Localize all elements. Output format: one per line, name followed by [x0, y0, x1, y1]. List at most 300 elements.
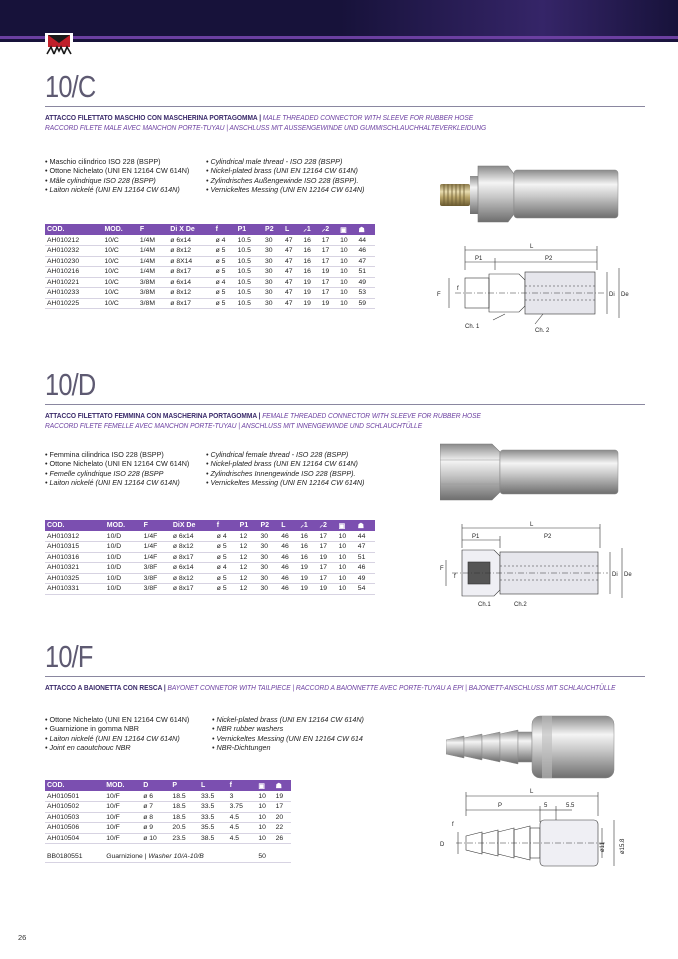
- table-cell: 47: [283, 246, 301, 257]
- feature-item: • NBR rubber washers: [212, 724, 284, 734]
- dim-De: De: [621, 292, 629, 298]
- table-header-cell: L: [283, 224, 301, 235]
- table-cell: 10/F: [104, 823, 141, 834]
- dim-d15-8: ø15.8: [620, 838, 626, 854]
- table-header-cell: ▣: [256, 780, 273, 791]
- table-header-cell: COD.: [45, 780, 104, 791]
- table-cell: 47: [283, 256, 301, 267]
- table-cell: 10.5: [236, 277, 263, 288]
- feature-item: • Zylindrisches Außengewinde ISO 228 (BSPP).: [206, 175, 359, 185]
- table-cell: 12: [238, 573, 259, 584]
- desc-text-italic: BAYONET CONNETOR WITH TAILPIECE | RACCORD A BAIONNETTE AVEC PORTE-TUYAU A EPI | BAJONETT-ANSCHLUSS MIT SCHLAUCHTÜLLE: [167, 683, 616, 692]
- feature-item: • Nickel-plated brass (UNI EN 12164 CW 614N): [206, 459, 358, 469]
- table-cell: 3/8F: [142, 573, 171, 584]
- table-header-cell: F: [142, 520, 171, 531]
- table-cell: 10.5: [236, 288, 263, 299]
- table-cell: 10: [256, 791, 273, 802]
- table-cell: 10.5: [236, 256, 263, 267]
- table-spacer-cell: [45, 844, 291, 852]
- table-cell: ø 5: [214, 298, 236, 309]
- table-cell: 46: [279, 584, 298, 595]
- table-spacer: [45, 844, 291, 852]
- table-cell: 10/C: [102, 267, 137, 278]
- table-cell: AH010232: [45, 246, 102, 257]
- section-description: [45, 683, 616, 693]
- table-header-cell: P2: [258, 520, 279, 531]
- table-cell: 38.5: [199, 833, 228, 844]
- table-cell: 16: [301, 235, 319, 246]
- table-cell: ø 8X14: [168, 256, 213, 267]
- table-cell: 22: [274, 823, 291, 834]
- table-header-cell: ☗: [356, 520, 375, 531]
- table-cell: 51: [357, 267, 376, 278]
- table-row: [45, 833, 291, 844]
- table-cell: 30: [263, 235, 283, 246]
- table-cell: 51: [356, 552, 375, 563]
- table-cell: 12: [238, 531, 259, 542]
- table-cell: 1/4F: [142, 542, 171, 553]
- table-header-cell: f: [215, 520, 238, 531]
- table-cell: 17: [274, 802, 291, 813]
- table-cell: 30: [258, 531, 279, 542]
- feature-item: • Nickel-plated brass (UNI EN 12164 CW 614N): [212, 715, 364, 724]
- desc-text-italic: FEMALE THREADED CONNECTOR WITH SLEEVE FOR RUBBER HOSE: [262, 411, 481, 420]
- table-cell: 12: [238, 542, 259, 553]
- technical-drawing-10d: [440, 520, 636, 612]
- table-cell: 30: [258, 584, 279, 595]
- section-10f: [45, 640, 645, 693]
- feature-item: • Laiton nickelé (UNI EN 12164 CW 614N): [45, 185, 180, 195]
- desc-text-italic: RACCORD FILETE MALE AVEC MANCHON PORTE-TUYAU | ANSCHLUSS MIT AUSSENGEWINDE UND GUMMISCHLAUCHHALTEVERKLEIDUNG: [45, 122, 487, 132]
- dim-F: F: [440, 566, 444, 572]
- table-cell: 3/8F: [142, 563, 171, 574]
- section-title: 10/D: [45, 367, 96, 402]
- dim-L: L: [530, 789, 534, 795]
- dim-P2: P2: [545, 256, 553, 262]
- dim-Di: Di: [612, 572, 618, 578]
- table-cell: 16: [298, 542, 317, 553]
- spec-table-10c: [45, 224, 375, 309]
- feature-item: • Zylindrisches Innengewinde ISO 228 (BSPP).: [206, 468, 356, 478]
- dim-5: 5: [544, 803, 548, 809]
- table-header-cell: f: [228, 780, 257, 791]
- table-cell: 19: [298, 563, 317, 574]
- table-cell: 3/8M: [138, 288, 168, 299]
- technical-drawing-10c: [435, 240, 635, 336]
- feature-item: • Laiton nickelé (UNI EN 12164 CW 614N): [45, 478, 180, 488]
- dim-De: De: [624, 572, 632, 578]
- table-cell: 3/8M: [138, 277, 168, 288]
- table-cell: ø 4: [214, 235, 236, 246]
- section-10d: [45, 368, 645, 430]
- table-row: [45, 563, 375, 574]
- banner-stripe: [0, 36, 678, 39]
- table-header-cell: COD.: [45, 520, 105, 531]
- dim-f: f: [457, 286, 459, 292]
- table-row: [45, 823, 291, 834]
- table-header-cell: ☗: [274, 780, 291, 791]
- table-cell: 10/C: [102, 277, 137, 288]
- table-cell: ø 5: [215, 573, 238, 584]
- table-header-cell: L: [199, 780, 228, 791]
- table-cell: 10/C: [102, 298, 137, 309]
- table-cell: ø 5: [215, 552, 238, 563]
- table-cell: ø 6x14: [171, 563, 215, 574]
- table-cell: 10/F: [104, 812, 141, 823]
- table-cell: 4.5: [228, 823, 257, 834]
- washer-desc: Guarnizione |: [106, 853, 149, 860]
- table-cell: 10: [338, 267, 356, 278]
- table-row: [45, 298, 375, 309]
- table-cell: ø 6x14: [171, 531, 215, 542]
- table-cell: 46: [279, 573, 298, 584]
- dim-P1: P1: [475, 256, 483, 262]
- table-cell: 19: [318, 552, 337, 563]
- table-cell: 18.5: [170, 791, 199, 802]
- feature-item: • Ottone Nichelato (UNI EN 12164 CW 614N): [45, 459, 190, 469]
- table-cell: ø 6x14: [168, 277, 213, 288]
- table-cell: 47: [283, 267, 301, 278]
- table-cell: 10: [256, 802, 273, 813]
- table-cell: 30: [263, 277, 283, 288]
- table-cell: 10: [338, 277, 356, 288]
- dim-D: D: [440, 842, 445, 848]
- section-description: [45, 113, 597, 132]
- table-cell: 30: [263, 246, 283, 257]
- table-cell: ø 8x12: [171, 542, 215, 553]
- table-cell: 10: [256, 833, 273, 844]
- feature-item: • Guarnizione in gomma NBR: [45, 724, 139, 734]
- table-row-washer: [45, 852, 291, 863]
- feature-item: • Femmina cilindrica ISO 228 (BSPP): [45, 450, 164, 459]
- table-cell: 30: [263, 288, 283, 299]
- table-cell: 20: [274, 812, 291, 823]
- table-cell: 10.5: [236, 267, 263, 278]
- table-cell: ø 8x17: [171, 584, 215, 595]
- table-header-cell: ▣: [337, 520, 356, 531]
- table-cell: ø 8x12: [168, 246, 213, 257]
- table-row: [45, 246, 375, 257]
- table-cell: ø 4: [214, 277, 236, 288]
- table-cell: 3/8M: [138, 298, 168, 309]
- table-header-cell: DiX De: [171, 520, 215, 531]
- feature-item: • Mâle cylindrique ISO 228 (BSPP): [45, 175, 156, 185]
- table-cell: ø 8x17: [171, 552, 215, 563]
- table-cell: AH010225: [45, 298, 102, 309]
- table-cell: 49: [356, 573, 375, 584]
- table-cell: 19: [318, 584, 337, 595]
- table-cell: 10: [338, 246, 356, 257]
- feature-item: • Femelle cylindrique ISO 228 (BSPP: [45, 468, 164, 478]
- table-cell: 46: [279, 542, 298, 553]
- table-cell: 10/D: [105, 531, 142, 542]
- table-header-cell: P2: [263, 224, 283, 235]
- table-cell: ø 9: [141, 823, 170, 834]
- table-cell: 3.75: [228, 802, 257, 813]
- table-cell: 12: [238, 584, 259, 595]
- feature-item: • Ottone Nichelato (UNI EN 12164 CW 614N): [45, 166, 190, 176]
- table-cell: 3/8F: [142, 584, 171, 595]
- dim-P: P: [498, 803, 503, 809]
- table-cell: AH010315: [45, 542, 105, 553]
- table-cell: 30: [258, 552, 279, 563]
- table-header-cell: MOD.: [104, 780, 141, 791]
- features-right: [206, 157, 364, 195]
- table-header-cell: COD.: [45, 224, 102, 235]
- table-cell: 10: [337, 563, 356, 574]
- table-cell: 20.5: [170, 823, 199, 834]
- table-header-cell: Di X De: [168, 224, 213, 235]
- section-rule: [45, 404, 645, 405]
- table-cell: 10/F: [104, 802, 141, 813]
- table-cell: AH010316: [45, 552, 105, 563]
- dim-L: L: [530, 522, 534, 528]
- table-header-cell: MOD.: [105, 520, 142, 531]
- feature-item: • Nickel-plated brass (UNI EN 12164 CW 614N): [206, 166, 358, 176]
- table-cell: AH010230: [45, 256, 102, 267]
- dim-f: f: [454, 574, 456, 580]
- table-header-cell: D: [141, 780, 170, 791]
- table-header-cell: P1: [238, 520, 259, 531]
- table-cell: 10: [337, 573, 356, 584]
- desc-text: ATTACCO FILETTATO MASCHIO CON MASCHERINA PORTAGOMMA |: [45, 113, 263, 122]
- table-cell: 19: [274, 791, 291, 802]
- table-cell: 46: [356, 563, 375, 574]
- product-photo-10c: [440, 160, 620, 228]
- table-header-row: [45, 224, 375, 235]
- table-cell: AH010325: [45, 573, 105, 584]
- table-cell: 54: [356, 584, 375, 595]
- table-row: [45, 531, 375, 542]
- table-cell: ø 5: [214, 256, 236, 267]
- table-cell: 17: [320, 256, 338, 267]
- dim-P2: P2: [544, 534, 552, 540]
- feature-item: • Ottone Nichelato (UNI EN 12164 CW 614N): [45, 715, 190, 724]
- table-cell: ø 6x14: [168, 235, 213, 246]
- table-header-cell: f: [214, 224, 236, 235]
- table-cell: 10/D: [105, 584, 142, 595]
- table-header-cell: P: [170, 780, 199, 791]
- table-cell: 1/4M: [138, 256, 168, 267]
- table-cell: 10/D: [105, 542, 142, 553]
- table-cell: AH010216: [45, 267, 102, 278]
- table-row: [45, 812, 291, 823]
- dim-F: F: [437, 292, 441, 298]
- table-row: [45, 288, 375, 299]
- table-cell: 10: [337, 584, 356, 595]
- table-cell: AH010506: [45, 823, 104, 834]
- product-photo-10f: [446, 712, 616, 782]
- table-cell: 30: [263, 267, 283, 278]
- table-row: [45, 267, 375, 278]
- feature-item: • NBR-Dichtungen: [212, 743, 271, 753]
- table-row: [45, 235, 375, 246]
- brand-logo: [45, 33, 73, 55]
- table-cell: 16: [301, 267, 319, 278]
- table-cell: 33.5: [199, 802, 228, 813]
- table-cell: ø 5: [215, 584, 238, 595]
- table-cell: 46: [279, 531, 298, 542]
- table-cell: 19: [320, 298, 338, 309]
- table-cell: 44: [356, 531, 375, 542]
- dim-f: f: [452, 822, 454, 828]
- table-cell: AH010331: [45, 584, 105, 595]
- table-cell: 19: [298, 584, 317, 595]
- table-cell: 16: [301, 246, 319, 257]
- table-cell: 59: [357, 298, 376, 309]
- table-row: [45, 573, 375, 584]
- table-cell: ø 7: [141, 802, 170, 813]
- table-cell: 16: [301, 256, 319, 267]
- feature-item: • Vernickeltes Messing (UNI EN 12164 CW 614: [212, 733, 363, 743]
- table-cell: 10: [338, 288, 356, 299]
- dim-P1: P1: [472, 534, 480, 540]
- washer-desc-italic: Washer 10/A-10/B: [148, 853, 204, 860]
- features-left: [45, 715, 189, 753]
- table-cell: BB0180551: [45, 852, 104, 863]
- table-cell: 12: [238, 563, 259, 574]
- table-cell: 12: [238, 552, 259, 563]
- table-cell: 33.5: [199, 791, 228, 802]
- table-cell: ø 5: [214, 246, 236, 257]
- table-cell: 16: [298, 552, 317, 563]
- table-cell: 10/F: [104, 791, 141, 802]
- table-cell: ø 8: [141, 812, 170, 823]
- table-cell: 47: [357, 256, 376, 267]
- table-cell: 18.5: [170, 812, 199, 823]
- features-left: [45, 157, 189, 195]
- table-header-row: [45, 520, 375, 531]
- table-cell: 53: [357, 288, 376, 299]
- table-cell: 30: [258, 573, 279, 584]
- table-cell: AH010502: [45, 802, 104, 813]
- table-header-cell: P1: [236, 224, 263, 235]
- table-cell: ø 5: [214, 288, 236, 299]
- feature-item: • Vernickeltes Messing (UNI EN 12164 CW 614N): [206, 185, 365, 195]
- table-cell: 10/C: [102, 235, 137, 246]
- table-header-cell: L: [279, 520, 298, 531]
- table-cell: 10/D: [105, 563, 142, 574]
- table-cell: 47: [356, 542, 375, 553]
- section-rule: [45, 106, 645, 107]
- feature-item: • Cylindrical male thread - ISO 228 (BSPP): [206, 157, 343, 166]
- table-cell: 4.5: [228, 833, 257, 844]
- table-cell: 18.5: [170, 802, 199, 813]
- table-cell: 19: [301, 277, 319, 288]
- table-cell: AH010312: [45, 531, 105, 542]
- table-cell: ø 5: [214, 267, 236, 278]
- table-cell: 46: [279, 563, 298, 574]
- table-header-row: [45, 780, 291, 791]
- table-cell: 17: [318, 573, 337, 584]
- table-header-cell: ⸝1: [298, 520, 317, 531]
- dim-Di: Di: [609, 292, 615, 298]
- table-row: [45, 584, 375, 595]
- table-cell: 10/C: [102, 246, 137, 257]
- dim-Ch2: Ch. 2: [535, 328, 550, 334]
- spec-table-10f: [45, 780, 291, 863]
- features-left: [45, 450, 189, 488]
- table-cell: 10/F: [104, 833, 141, 844]
- table-cell: 17: [318, 531, 337, 542]
- table-cell: 35.5: [199, 823, 228, 834]
- table-cell: 10/C: [102, 288, 137, 299]
- table-cell: 10: [338, 256, 356, 267]
- table-cell: 30: [258, 542, 279, 553]
- table-cell: 10.5: [236, 246, 263, 257]
- table-cell: 33.5: [199, 812, 228, 823]
- table-cell: 19: [301, 298, 319, 309]
- table-cell: 47: [283, 277, 301, 288]
- table-cell: 1/4F: [142, 552, 171, 563]
- page-number: 26: [18, 933, 27, 942]
- table-cell: ø 4: [215, 563, 238, 574]
- dim-Ch1: Ch. 1: [465, 324, 480, 330]
- dim-5-5: 5.5: [566, 803, 575, 809]
- table-cell: 50: [256, 852, 291, 863]
- table-header-cell: ⸝2: [318, 520, 337, 531]
- product-photo-10d: [440, 440, 620, 502]
- table-cell: AH010321: [45, 563, 105, 574]
- table-cell: 17: [320, 235, 338, 246]
- feature-item: • Joint en caoutchouc NBR: [45, 743, 131, 753]
- table-cell: 30: [263, 256, 283, 267]
- table-cell: 17: [320, 277, 338, 288]
- section-title: 10/C: [45, 69, 96, 104]
- dim-Ch1: Ch.1: [478, 602, 491, 608]
- table-cell: 1/4M: [138, 235, 168, 246]
- table-cell: ø 10: [141, 833, 170, 844]
- table-row: [45, 542, 375, 553]
- spec-table-10d: [45, 520, 375, 595]
- table-cell: 17: [320, 246, 338, 257]
- table-cell: ø 8x12: [168, 288, 213, 299]
- table-cell: 19: [298, 573, 317, 584]
- table-cell: 17: [318, 542, 337, 553]
- desc-text: ATTACCO FILETTATO FEMMINA CON MASCHERINA PORTAGOMMA |: [45, 411, 263, 420]
- dim-L: L: [530, 244, 534, 250]
- desc-text-italic: MALE THREADED CONNECTOR WITH SLEEVE FOR RUBBER HOSE: [262, 113, 474, 122]
- table-cell: ø 5: [215, 542, 238, 553]
- table-cell: 10: [338, 235, 356, 246]
- table-cell: 10/D: [105, 573, 142, 584]
- table-cell: 46: [357, 246, 376, 257]
- table-cell: ø 6: [141, 791, 170, 802]
- table-header-cell: MOD.: [102, 224, 137, 235]
- top-banner: [0, 0, 678, 42]
- table-cell: 10.5: [236, 298, 263, 309]
- table-cell: 47: [283, 288, 301, 299]
- table-cell: 10/D: [105, 552, 142, 563]
- table-cell: 47: [283, 298, 301, 309]
- table-cell: ø 8x12: [171, 573, 215, 584]
- table-cell: 10.5: [236, 235, 263, 246]
- table-cell: 17: [320, 288, 338, 299]
- table-cell: AH010501: [45, 791, 104, 802]
- feature-item: • Cylindrical female thread - ISO 228 (BSPP): [206, 450, 349, 459]
- table-cell: 10: [256, 812, 273, 823]
- table-cell: 1/4M: [138, 246, 168, 257]
- table-cell: 19: [301, 288, 319, 299]
- table-header-cell: F: [138, 224, 168, 235]
- table-header-cell: ⸝2: [320, 224, 338, 235]
- features-right: [206, 450, 364, 488]
- section-10c: [45, 70, 645, 132]
- table-cell: 46: [279, 552, 298, 563]
- table-cell: AH010212: [45, 235, 102, 246]
- table-cell: 10: [337, 531, 356, 542]
- table-cell: 19: [320, 267, 338, 278]
